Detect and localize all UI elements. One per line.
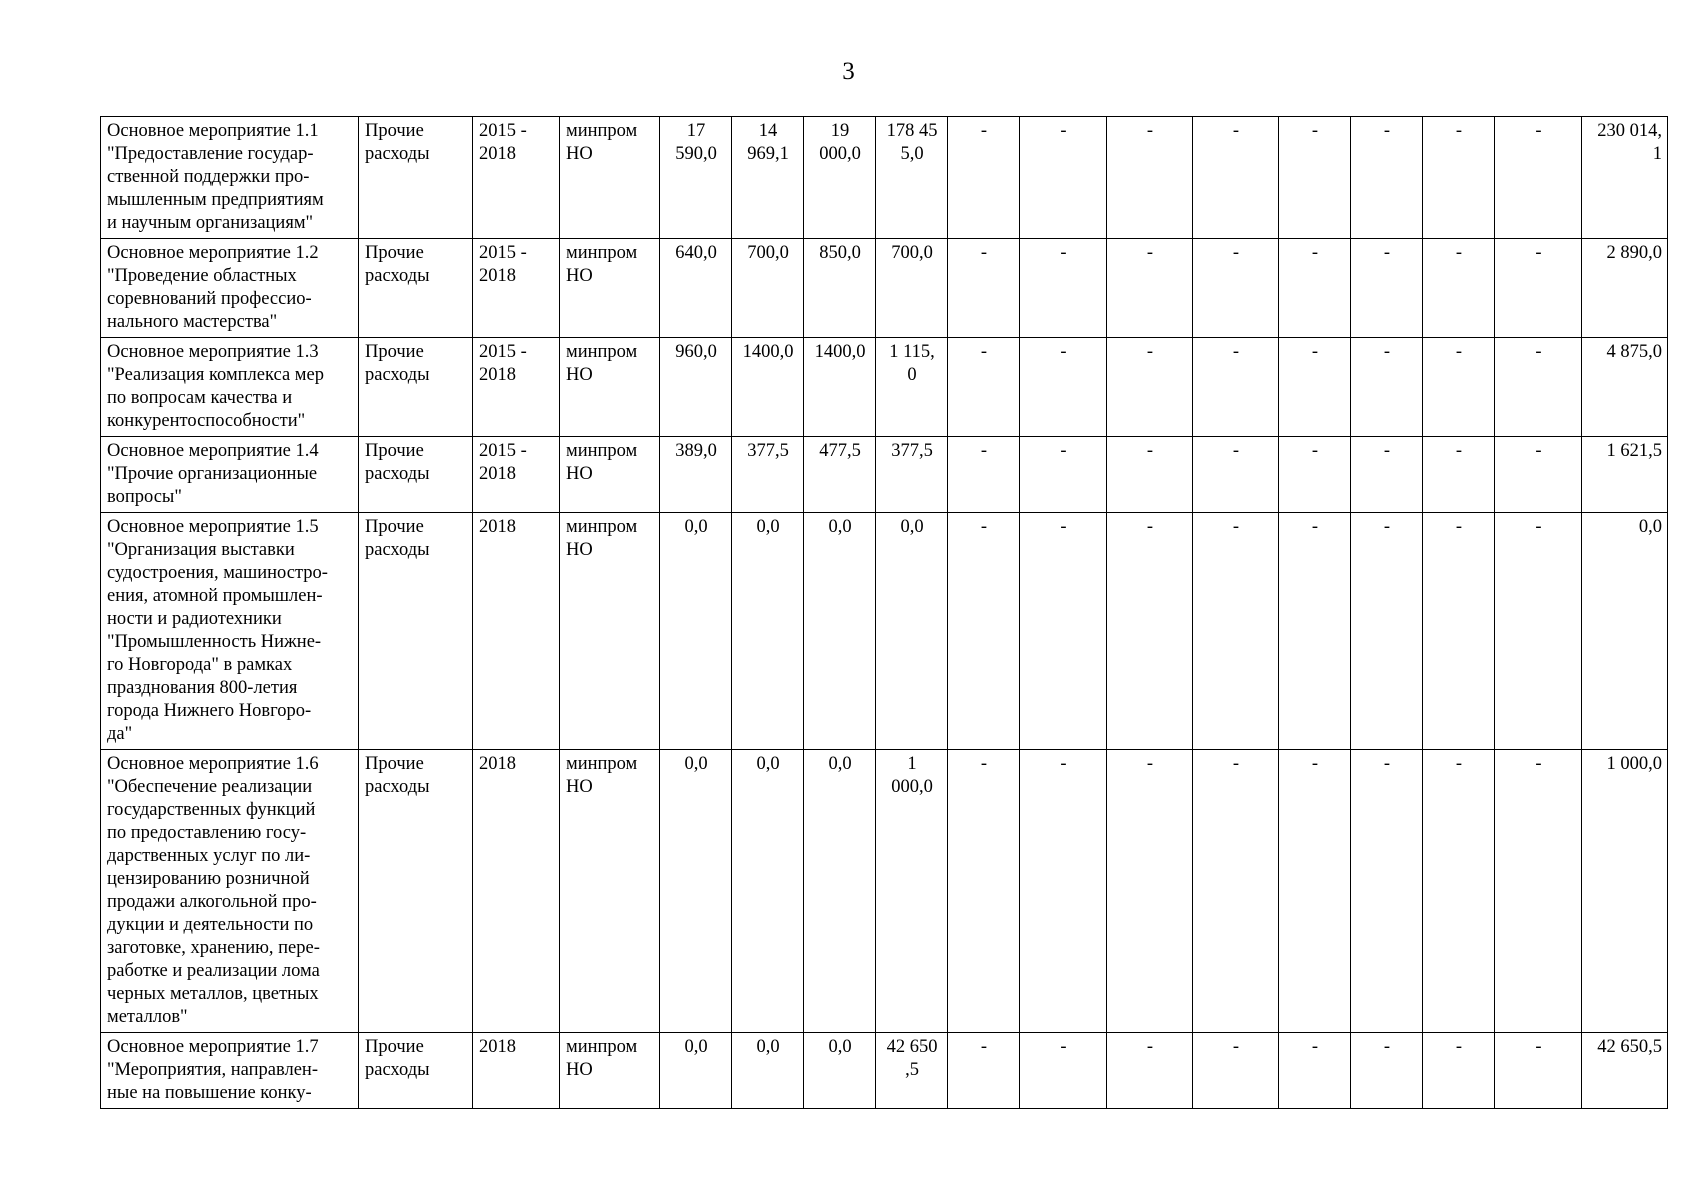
dash-cell-3: -: [1107, 750, 1193, 1033]
dash-cell-8: -: [1495, 117, 1582, 239]
dash-cell-3: -: [1107, 338, 1193, 437]
dash-cell-6: -: [1351, 437, 1423, 513]
dash-cell-4: -: [1193, 239, 1279, 338]
total-cell: 230 014, 1: [1582, 117, 1668, 239]
dash-cell-1: -: [948, 338, 1020, 437]
expense-type-cell: Прочие расходы: [359, 1033, 473, 1109]
value-cell-4: 1 115, 0: [876, 338, 948, 437]
value-cell-1: 0,0: [660, 1033, 732, 1109]
activity-name-cell: Основное мероприятие 1.7 "Мероприятия, направлен- ные на повышение конку-: [101, 1033, 359, 1109]
dash-cell-3: -: [1107, 1033, 1193, 1109]
dash-cell-2: -: [1020, 1033, 1107, 1109]
period-cell: 2015 - 2018: [473, 338, 560, 437]
dash-cell-3: -: [1107, 239, 1193, 338]
value-cell-4: 700,0: [876, 239, 948, 338]
total-cell: 1 621,5: [1582, 437, 1668, 513]
dash-cell-8: -: [1495, 239, 1582, 338]
expense-type-cell: Прочие расходы: [359, 437, 473, 513]
value-cell-4: 1 000,0: [876, 750, 948, 1033]
dash-cell-7: -: [1423, 1033, 1495, 1109]
total-cell: 42 650,5: [1582, 1033, 1668, 1109]
value-cell-4: 0,0: [876, 513, 948, 750]
value-cell-3: 0,0: [804, 513, 876, 750]
total-cell: 0,0: [1582, 513, 1668, 750]
dash-cell-8: -: [1495, 338, 1582, 437]
value-cell-1: 0,0: [660, 513, 732, 750]
value-cell-2: 700,0: [732, 239, 804, 338]
value-cell-1: 960,0: [660, 338, 732, 437]
dash-cell-8: -: [1495, 750, 1582, 1033]
dash-cell-1: -: [948, 750, 1020, 1033]
dash-cell-1: -: [948, 239, 1020, 338]
dash-cell-6: -: [1351, 750, 1423, 1033]
dash-cell-4: -: [1193, 117, 1279, 239]
dash-cell-2: -: [1020, 239, 1107, 338]
page-number: 3: [842, 58, 855, 85]
dash-cell-5: -: [1279, 1033, 1351, 1109]
expense-type-cell: Прочие расходы: [359, 338, 473, 437]
value-cell-3: 19 000,0: [804, 117, 876, 239]
dash-cell-6: -: [1351, 338, 1423, 437]
executor-cell: минпром НО: [560, 437, 660, 513]
value-cell-2: 0,0: [732, 1033, 804, 1109]
table-row: [101, 117, 1668, 239]
dash-cell-6: -: [1351, 513, 1423, 750]
table-row: [101, 338, 1668, 437]
executor-cell: минпром НО: [560, 239, 660, 338]
dash-cell-4: -: [1193, 437, 1279, 513]
expense-type-cell: Прочие расходы: [359, 117, 473, 239]
total-cell: 2 890,0: [1582, 239, 1668, 338]
value-cell-2: 1400,0: [732, 338, 804, 437]
dash-cell-5: -: [1279, 239, 1351, 338]
expense-type-cell: Прочие расходы: [359, 513, 473, 750]
dash-cell-2: -: [1020, 338, 1107, 437]
value-cell-3: 0,0: [804, 750, 876, 1033]
dash-cell-8: -: [1495, 1033, 1582, 1109]
activity-name-cell: Основное мероприятие 1.4 "Прочие организационные вопросы": [101, 437, 359, 513]
activity-name-cell: Основное мероприятие 1.1 "Предоставление государ- ственной поддержки про- мышленным предприятиям и научным организациям": [101, 117, 359, 239]
activity-name-cell: Основное мероприятие 1.6 "Обеспечение реализации государственных функций по предоставлению госу- дарственных услуг по ли- цензированию розничной продажи алкогольной про- дукции и деятельности по заготовке, хранению, пере- работке и реализации лома черных металлов, цветных металлов": [101, 750, 359, 1033]
value-cell-2: 377,5: [732, 437, 804, 513]
activity-name-cell: Основное мероприятие 1.2 "Проведение областных соревнований профессио- нального мастерства": [101, 239, 359, 338]
dash-cell-6: -: [1351, 1033, 1423, 1109]
dash-cell-7: -: [1423, 513, 1495, 750]
activity-name-cell: Основное мероприятие 1.5 "Организация выставки судостроения, машиностро- ения, атомной промышлен- ности и радиотехники "Промышленность Нижне- го Новгорода" в рамках празднования 800-летия города Нижнего Новгоро- да": [101, 513, 359, 750]
expense-type-cell: Прочие расходы: [359, 750, 473, 1033]
value-cell-3: 0,0: [804, 1033, 876, 1109]
dash-cell-2: -: [1020, 750, 1107, 1033]
table-row: [101, 750, 1668, 1033]
table-row: [101, 239, 1668, 338]
value-cell-1: 640,0: [660, 239, 732, 338]
table-row: [101, 1033, 1668, 1109]
executor-cell: минпром НО: [560, 117, 660, 239]
period-cell: 2018: [473, 513, 560, 750]
dash-cell-4: -: [1193, 338, 1279, 437]
activity-name-cell: Основное мероприятие 1.3 "Реализация комплекса мер по вопросам качества и конкурентоспособности": [101, 338, 359, 437]
value-cell-1: 389,0: [660, 437, 732, 513]
dash-cell-4: -: [1193, 513, 1279, 750]
dash-cell-8: -: [1495, 437, 1582, 513]
dash-cell-7: -: [1423, 338, 1495, 437]
executor-cell: минпром НО: [560, 1033, 660, 1109]
dash-cell-7: -: [1423, 117, 1495, 239]
value-cell-2: 14 969,1: [732, 117, 804, 239]
dash-cell-4: -: [1193, 1033, 1279, 1109]
dash-cell-6: -: [1351, 117, 1423, 239]
value-cell-4: 42 650 ,5: [876, 1033, 948, 1109]
value-cell-1: 0,0: [660, 750, 732, 1033]
value-cell-3: 850,0: [804, 239, 876, 338]
dash-cell-3: -: [1107, 117, 1193, 239]
dash-cell-6: -: [1351, 239, 1423, 338]
value-cell-3: 1400,0: [804, 338, 876, 437]
period-cell: 2015 - 2018: [473, 117, 560, 239]
value-cell-2: 0,0: [732, 750, 804, 1033]
dash-cell-5: -: [1279, 338, 1351, 437]
dash-cell-2: -: [1020, 437, 1107, 513]
dash-cell-5: -: [1279, 117, 1351, 239]
dash-cell-1: -: [948, 513, 1020, 750]
executor-cell: минпром НО: [560, 513, 660, 750]
executor-cell: минпром НО: [560, 338, 660, 437]
dash-cell-7: -: [1423, 239, 1495, 338]
dash-cell-3: -: [1107, 437, 1193, 513]
dash-cell-5: -: [1279, 750, 1351, 1033]
dash-cell-2: -: [1020, 117, 1107, 239]
total-cell: 4 875,0: [1582, 338, 1668, 437]
dash-cell-5: -: [1279, 513, 1351, 750]
budget-table: [100, 116, 1668, 1109]
value-cell-4: 377,5: [876, 437, 948, 513]
value-cell-3: 477,5: [804, 437, 876, 513]
executor-cell: минпром НО: [560, 750, 660, 1033]
dash-cell-8: -: [1495, 513, 1582, 750]
table-row: [101, 437, 1668, 513]
value-cell-2: 0,0: [732, 513, 804, 750]
dash-cell-2: -: [1020, 513, 1107, 750]
period-cell: 2015 - 2018: [473, 437, 560, 513]
dash-cell-7: -: [1423, 750, 1495, 1033]
period-cell: 2015 - 2018: [473, 239, 560, 338]
expense-type-cell: Прочие расходы: [359, 239, 473, 338]
dash-cell-4: -: [1193, 750, 1279, 1033]
dash-cell-5: -: [1279, 437, 1351, 513]
dash-cell-1: -: [948, 437, 1020, 513]
period-cell: 2018: [473, 750, 560, 1033]
dash-cell-3: -: [1107, 513, 1193, 750]
table-row: [101, 513, 1668, 750]
period-cell: 2018: [473, 1033, 560, 1109]
value-cell-1: 17 590,0: [660, 117, 732, 239]
dash-cell-1: -: [948, 117, 1020, 239]
dash-cell-1: -: [948, 1033, 1020, 1109]
total-cell: 1 000,0: [1582, 750, 1668, 1033]
value-cell-4: 178 45 5,0: [876, 117, 948, 239]
dash-cell-7: -: [1423, 437, 1495, 513]
